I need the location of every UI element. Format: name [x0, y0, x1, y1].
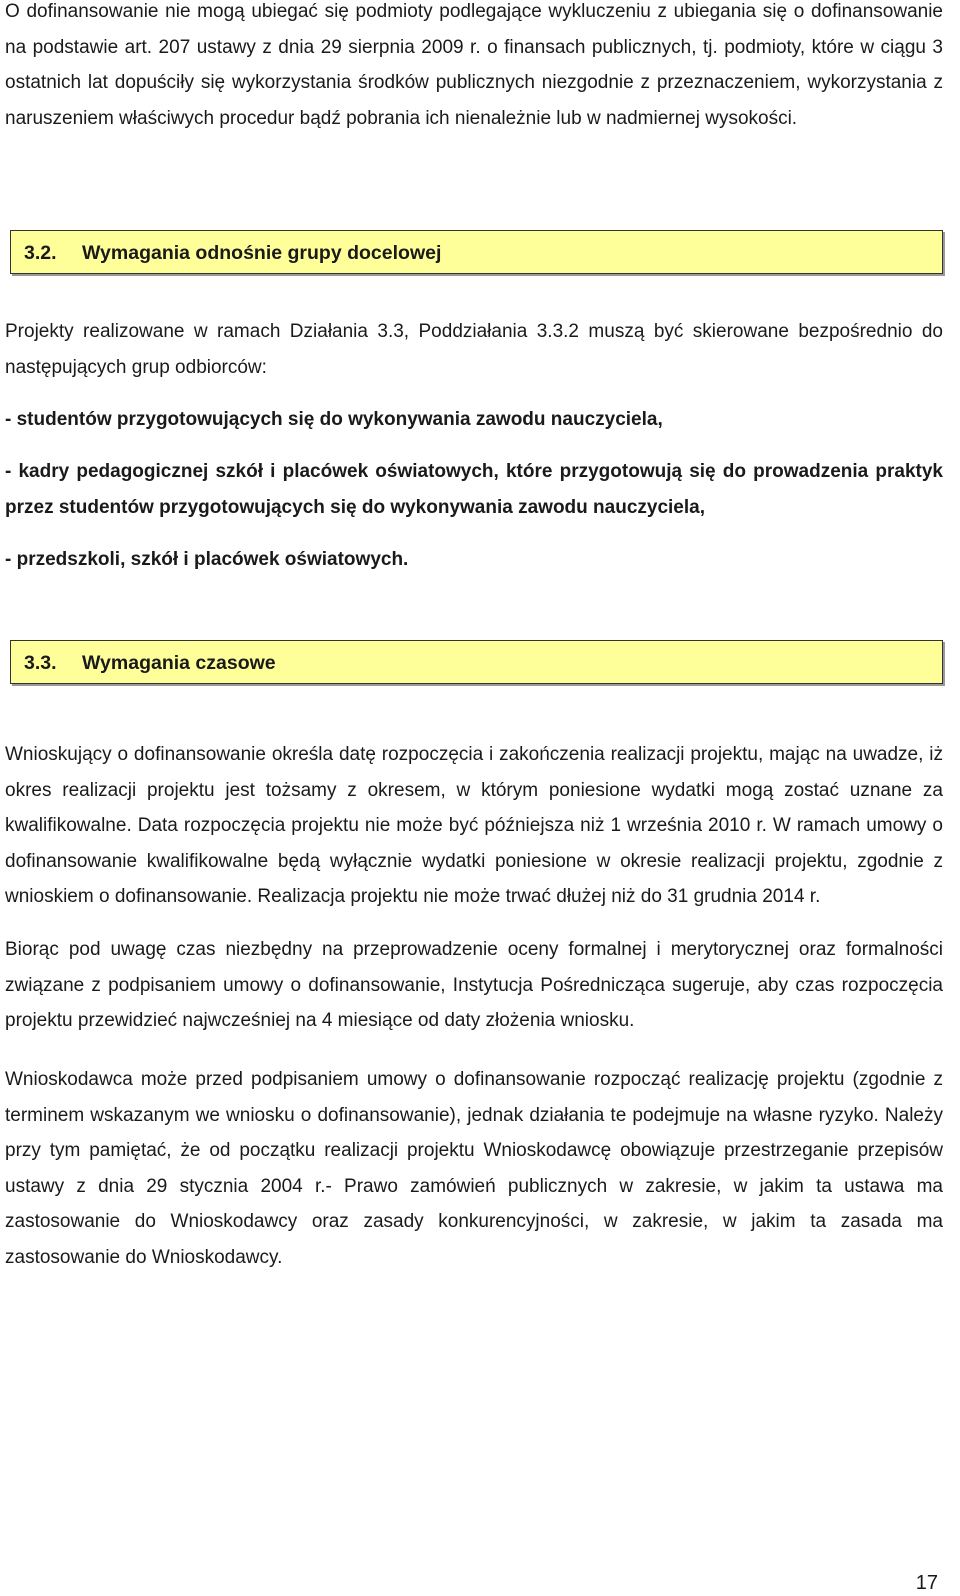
intro-paragraph: O dofinansowanie nie mogą ubiegać się podmioty podlegające wykluczeniu z ubiegania się o dofinansowanie na podstawie art. 207 ustawy z dnia 29 sierpnia 2009 r. o finansach publicznych, tj. podmioty, które w ciągu 3 ostatnich lat dopuściły się wykorzystania środków publicznych niezgodnie z przeznaczeniem, wykorzystania z naruszeniem właściwych procedur bądź pobrania ich nienależnie lub w nadmiernej wysokości.: [5, 1, 943, 129]
target-group-item-schools: - przedszkoli, szkół i placówek oświatowych.: [5, 549, 409, 570]
section-heading-3-3: [10, 640, 943, 684]
section-title: Wymagania czasowe: [82, 652, 276, 674]
section-title: Wymagania odnośnie grupy docelowej: [82, 242, 442, 264]
target-group-item-students: - studentów przygotowujących się do wykonywania zawodu nauczyciela,: [5, 409, 663, 430]
timing-paragraph-2: Biorąc pod uwagę czas niezbędny na przeprowadzenie oceny formalnej i merytorycznej oraz formalności związane z podpisaniem umowy o dofinansowanie, Instytucja Pośrednicząca sugeruje, aby czas rozpoczęcia projektu przewidzieć najwcześniej na 4 miesiące od daty złożenia wniosku.: [5, 939, 943, 1031]
section-heading-3-2: [10, 230, 943, 274]
timing-paragraph-1: Wnioskujący o dofinansowanie określa datę rozpoczęcia i zakończenia realizacji projektu, mając na uwadze, iż okres realizacji projektu jest tożsamy z okresem, w którym poniesione wydatki mogą zostać uznane za kwalifikowalne. Data rozpoczęcia projektu nie może być późniejsza niż 1 września 2010 r. W ramach umowy o dofinansowanie kwalifikowalne będą wyłącznie wydatki poniesione w okresie realizacji projektu, zgodnie z wnioskiem o dofinansowanie. Realizacja projektu nie może trwać dłużej niż do 31 grudnia 2014 r.: [5, 744, 943, 907]
target-group-intro: Projekty realizowane w ramach Działania 3.3, Poddziałania 3.3.2 muszą być skierowane bezpośrednio do następujących grup odbiorców:: [5, 321, 943, 378]
timing-paragraph-3: Wnioskodawca może przed podpisaniem umowy o dofinansowanie rozpocząć realizację projektu (zgodnie z terminem wskazanym we wniosku o dofinansowanie), jednak działania te podejmuje na własne ryzyko. Należy przy tym pamiętać, że od początku realizacji projektu Wnioskodawcę obowiązuje przestrzeganie przepisów ustawy z dnia 29 stycznia 2004 r.- Prawo zamówień publicznych w zakresie, w jakim ta ustawa ma zastosowanie do Wnioskodawcy oraz zasady konkurencyjności, w zakresie, w jakim ta zasada ma zastosowanie do Wnioskodawcy.: [5, 1069, 943, 1268]
section-number: 3.3.: [24, 652, 57, 674]
page-number: 17: [915, 1572, 938, 1594]
section-number: 3.2.: [24, 242, 57, 264]
target-group-item-staff: - kadry pedagogicznej szkół i placówek oświatowych, które przygotowują się do prowadzenia praktyk przez studentów przygotowujących się do wykonywania zawodu nauczyciela,: [5, 461, 943, 518]
